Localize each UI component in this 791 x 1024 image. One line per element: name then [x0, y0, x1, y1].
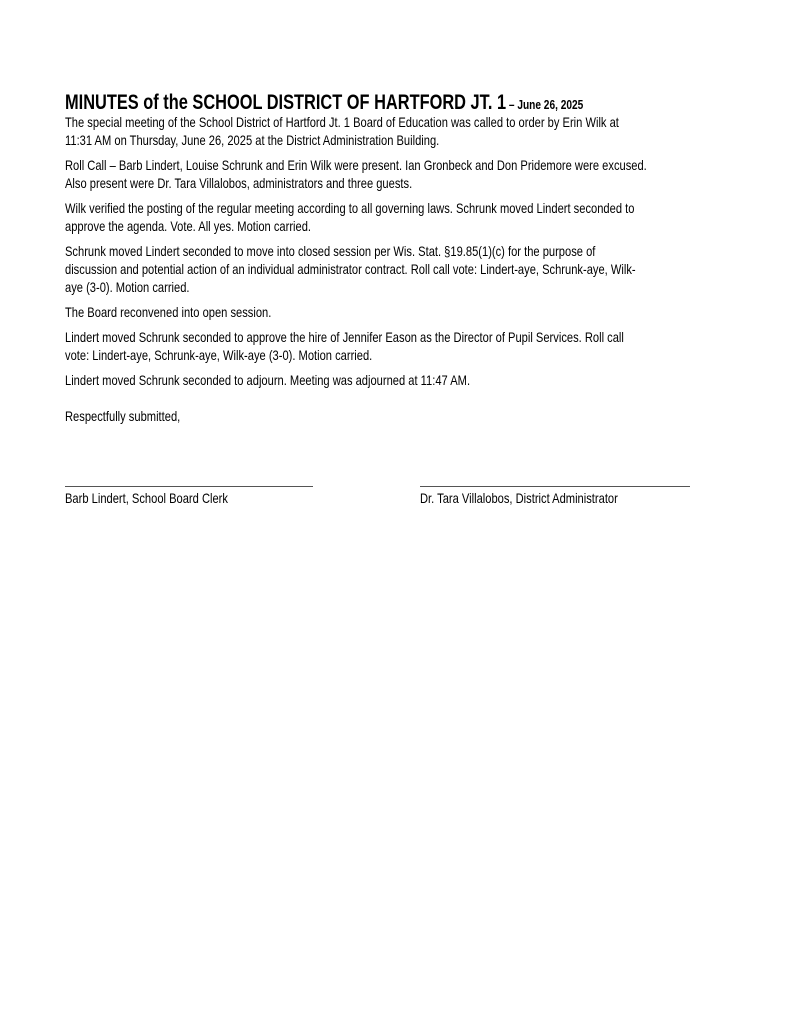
- respectfully-submitted: Respectfully submitted,: [65, 409, 181, 424]
- text-line: Roll Call – Barb Lindert, Louise Schrunk and Erin Wilk were present. Ian Gronbeck and Don Pridemore were excused.: [65, 158, 647, 173]
- paragraph-roll-call: [65, 157, 725, 193]
- text-line: Wilk verified the posting of the regular meeting according to all governing laws. Schrunk moved Lindert seconded to: [65, 201, 635, 216]
- title-date: – June 26, 2025: [506, 97, 584, 112]
- text-line: vote: Lindert-aye, Schrunk-aye, Wilk-aye (3-0). Motion carried.: [65, 348, 373, 363]
- signatory-administrator-name: Dr. Tara Villalobos, District Administrator: [420, 491, 618, 506]
- signature-line: [65, 468, 313, 487]
- text-line: discussion and potential action of an individual administrator contract. Roll call vote: Lindert-aye, Schrunk-aye, Wilk-: [65, 262, 636, 277]
- text-line: 11:31 AM on Thursday, June 26, 2025 at the District Administration Building.: [65, 133, 440, 148]
- signature-block: [0, 468, 660, 508]
- document-title: [65, 90, 725, 114]
- text-line: aye (3-0). Motion carried.: [65, 280, 190, 295]
- text-line: The special meeting of the School District of Hartford Jt. 1 Board of Education was called to order by Erin Wilk at: [65, 115, 619, 130]
- text-line: Lindert moved Schrunk seconded to approve the hire of Jennifer Eason as the Director of Pupil Services. Roll call: [65, 330, 624, 345]
- paragraph-agenda-approval: [65, 200, 725, 236]
- text-line: The Board reconvened into open session.: [65, 305, 272, 320]
- signature-administrator: [420, 468, 690, 508]
- signature-clerk: [65, 468, 313, 508]
- text-line: Also present were Dr. Tara Villalobos, administrators and three guests.: [65, 176, 413, 191]
- minutes-document: [65, 90, 725, 433]
- text-line: approve the agenda. Vote. All yes. Motion carried.: [65, 219, 312, 234]
- signatory-clerk-name: Barb Lindert, School Board Clerk: [65, 491, 228, 506]
- paragraph-hire-approval: [65, 329, 725, 365]
- paragraph-call-to-order: [65, 114, 725, 150]
- text-line: Lindert moved Schrunk seconded to adjourn. Meeting was adjourned at 11:47 AM.: [65, 373, 471, 388]
- paragraph-adjourn: [65, 372, 725, 390]
- title-main: MINUTES of the SCHOOL DISTRICT OF HARTFORD JT. 1 – June 26, 2025: [65, 91, 584, 114]
- paragraph-closed-session: [65, 243, 725, 297]
- signature-line: [420, 468, 690, 487]
- paragraph-open-session: [65, 304, 725, 322]
- text-line: Schrunk moved Lindert seconded to move into closed session per Wis. Stat. §19.85(1)(c) for the purpose of: [65, 244, 596, 259]
- closing-text: [65, 408, 725, 426]
